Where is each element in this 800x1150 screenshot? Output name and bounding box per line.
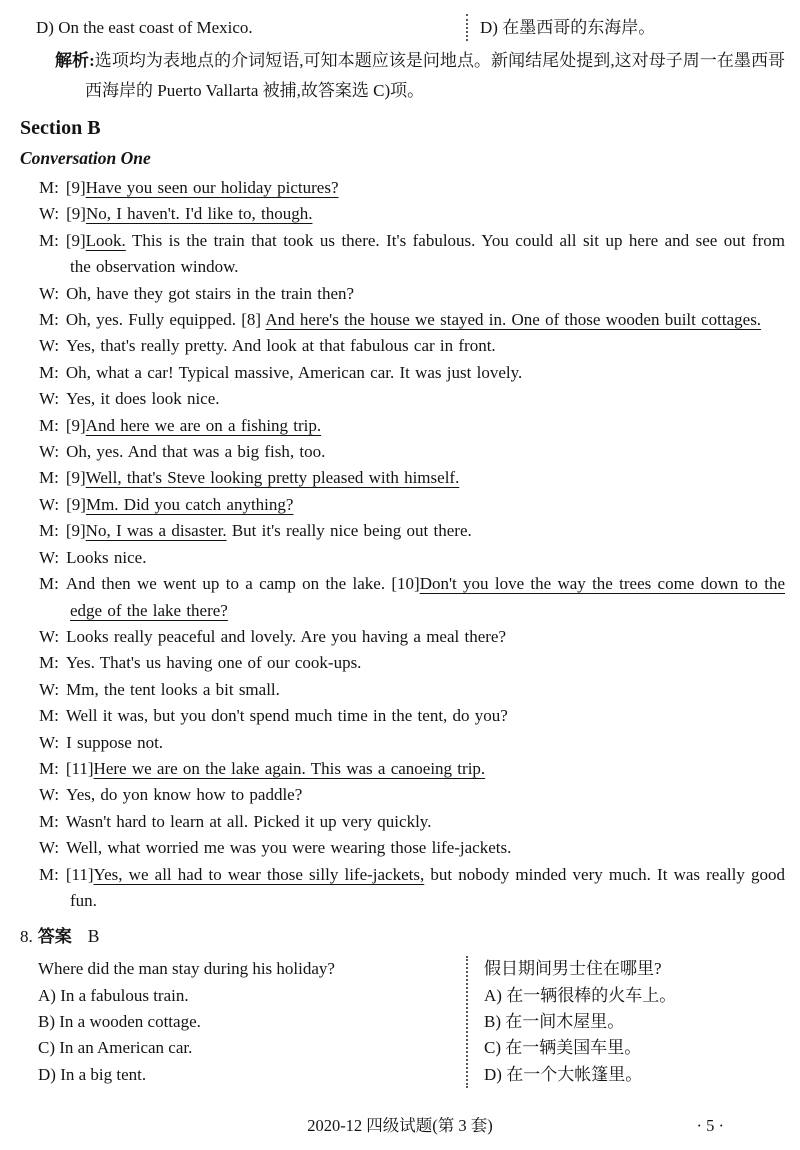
section-heading: Section B (20, 117, 101, 139)
speaker-label: M: (39, 178, 59, 197)
analysis-label: 解析: (55, 51, 95, 70)
analysis-paragraph (20, 46, 785, 106)
speaker-label: W: (39, 732, 60, 752)
dialogue-line (20, 730, 785, 756)
dialogue-line (20, 201, 785, 227)
dialogue-text: Oh, yes. Fully equipped. [8] (65, 310, 266, 330)
dialogue-text: Oh, yes. And that was a big fish, too. (66, 442, 326, 462)
dialogue-line (20, 333, 785, 359)
underlined-text: No, I haven't. I'd like to, though. (85, 204, 313, 224)
speaker-label: M: (39, 230, 59, 250)
question-number: 8. (20, 927, 33, 947)
underlined-text: Here we are on the lake again. This was a canoeing trip. (93, 758, 486, 778)
dialogue-transcript (20, 175, 785, 914)
dialogue-text: [9] (65, 230, 86, 250)
dialogue-text: Oh, have they got stairs in the train then? (66, 283, 355, 303)
speaker-label: M: (39, 310, 59, 330)
dialogue-line (20, 175, 785, 201)
option-a: A) In a fabulous train. (38, 985, 189, 1005)
dialogue-line (20, 650, 785, 676)
dialogue-line (20, 492, 785, 518)
question-text-zh: 假日期间男士住在哪里? (484, 959, 662, 979)
dialogue-text: I suppose not. (66, 732, 164, 752)
speaker-label: M: (39, 521, 59, 541)
speaker-label: W: (39, 442, 60, 462)
dialogue-line (20, 835, 785, 861)
speaker-label: M: (39, 362, 59, 382)
underlined-text: And here we are on a fishing trip. (85, 415, 322, 435)
speaker-label: W: (39, 785, 60, 805)
speaker-label: M: (39, 653, 59, 673)
analysis-text: 选项均为表地点的介词短语,可知本题应该是问地点。新闻结尾处提到,这对母子周一在墨西哥西海岸的 Puerto Vallarta 被捕,故答案选 C)项。 (85, 51, 785, 100)
page-number: · 5 · (696, 1116, 724, 1135)
underlined-text: And here's the house we stayed in. One of those wooden built cottages. (265, 310, 762, 330)
dialogue-text: Mm, the tent looks a bit small. (66, 679, 280, 699)
carryover-option-row (20, 14, 785, 41)
speaker-label: W: (39, 838, 60, 858)
speaker-label: M: (39, 706, 59, 726)
dialogue-line (20, 862, 785, 915)
speaker-label: W: (39, 494, 60, 514)
dialogue-line (20, 281, 785, 307)
question-block (20, 956, 785, 1087)
option-c-zh: C) 在一辆美国车里。 (484, 1038, 642, 1058)
dialogue-line (20, 518, 785, 544)
dialogue-text: [9] (65, 468, 86, 488)
underlined-text: Well, that's Steve looking pretty pleased with himself. (85, 468, 460, 488)
dialogue-line (20, 439, 785, 465)
question-text: Where did the man stay during his holiday? (38, 959, 335, 979)
dialogue-line (20, 782, 785, 808)
speaker-label: W: (39, 626, 60, 646)
underlined-text: Don't you love the way the trees come down to the edge of the lake there? (70, 574, 785, 620)
dialogue-line (20, 465, 785, 491)
page-footer (0, 1114, 800, 1138)
dialogue-text: [11] (65, 758, 94, 778)
dialogue-line (20, 677, 785, 703)
dialogue-text: [9] (65, 415, 86, 435)
underlined-text: No, I was a disaster. (85, 521, 227, 541)
answer-label: 答案 (37, 927, 72, 947)
dialogue-line (20, 756, 785, 782)
speaker-label: M: (39, 811, 59, 831)
dialogue-text: Well it was, but you don't spend much time in the tent, do you? (65, 706, 508, 726)
dialogue-line (20, 413, 785, 439)
dialogue-line (20, 307, 785, 333)
speaker-label: M: (39, 864, 59, 884)
dialogue-text: Looks really peaceful and lovely. Are you having a meal there? (66, 626, 507, 646)
dialogue-text: but nobody minded very much. It was really good fun. (70, 864, 785, 910)
dialogue-text: [11] (65, 864, 94, 884)
option-d: D) In a big tent. (38, 1064, 147, 1084)
dialogue-text: Well, what worried me was you were wearing those life-jackets. (66, 838, 512, 858)
dialogue-text: And then we went up to a camp on the lake. [10] (65, 574, 420, 594)
option-a-zh: A) 在一辆很棒的火车上。 (484, 985, 677, 1005)
speaker-label: W: (39, 679, 60, 699)
dialogue-text: Looks nice. (66, 547, 147, 567)
dialogue-line (20, 360, 785, 386)
dialogue-text: [9] (65, 521, 86, 541)
dialogue-line (20, 386, 785, 412)
speaker-label: W: (39, 547, 60, 567)
dialogue-line (20, 228, 785, 281)
option-b: B) In a wooden cottage. (38, 1011, 201, 1031)
dialogue-text: [9] (66, 204, 86, 224)
dialogue-text: Oh, what a car! Typical massive, American car. It was just lovely. (65, 362, 523, 382)
dialogue-line (20, 703, 785, 729)
answer-value: B (87, 926, 100, 947)
dialogue-line (20, 624, 785, 650)
dialogue-text: But it's really nice being out there. (226, 521, 472, 541)
dialogue-text: Yes, it does look nice. (66, 389, 220, 409)
dialogue-text: [9] (66, 494, 86, 514)
speaker-label: W: (39, 336, 60, 356)
footer-title: 2020-12 四级试题(第 3 套) (307, 1116, 493, 1135)
answer-row (20, 923, 785, 950)
option-b-zh: B) 在一间木屋里。 (484, 1011, 625, 1031)
dialogue-line (20, 809, 785, 835)
option-d-zh: D) 在一个大帐篷里。 (484, 1064, 643, 1084)
speaker-label: M: (39, 468, 59, 488)
speaker-label: W: (39, 204, 60, 224)
speaker-label: M: (39, 415, 59, 435)
option-d-chinese: D) 在墨西哥的东海岸。 (466, 14, 785, 41)
underlined-text: Have you seen our holiday pictures? (85, 178, 339, 197)
question-column-english (20, 956, 466, 1087)
dialogue-text: This is the train that took us there. It's fabulous. You could all sit up here and see out from the observation window. (70, 230, 785, 277)
dialogue-text: Yes, do yon know how to paddle? (66, 785, 303, 805)
dialogue-text: Wasn't hard to learn at all. Picked it up very quickly. (65, 811, 432, 831)
question-column-chinese (466, 956, 785, 1087)
underlined-text: Mm. Did you catch anything? (85, 494, 294, 514)
option-d-english: D) On the east coast of Mexico. (36, 18, 253, 37)
speaker-label: M: (39, 574, 59, 594)
speaker-label: M: (39, 758, 59, 778)
dialogue-text: [9] (65, 178, 86, 197)
dialogue-line (20, 571, 785, 624)
underlined-text: Look. (85, 230, 126, 250)
dialogue-text: Yes. That's us having one of our cook-ups. (65, 653, 362, 673)
speaker-label: W: (39, 389, 60, 409)
option-c: C) In an American car. (38, 1038, 193, 1058)
conversation-heading: Conversation One (20, 148, 151, 168)
dialogue-line (20, 545, 785, 571)
underlined-text: Yes, we all had to wear those silly life-jackets, (93, 864, 425, 884)
dialogue-text: Yes, that's really pretty. And look at that fabulous car in front. (66, 336, 496, 356)
speaker-label: W: (39, 283, 60, 303)
